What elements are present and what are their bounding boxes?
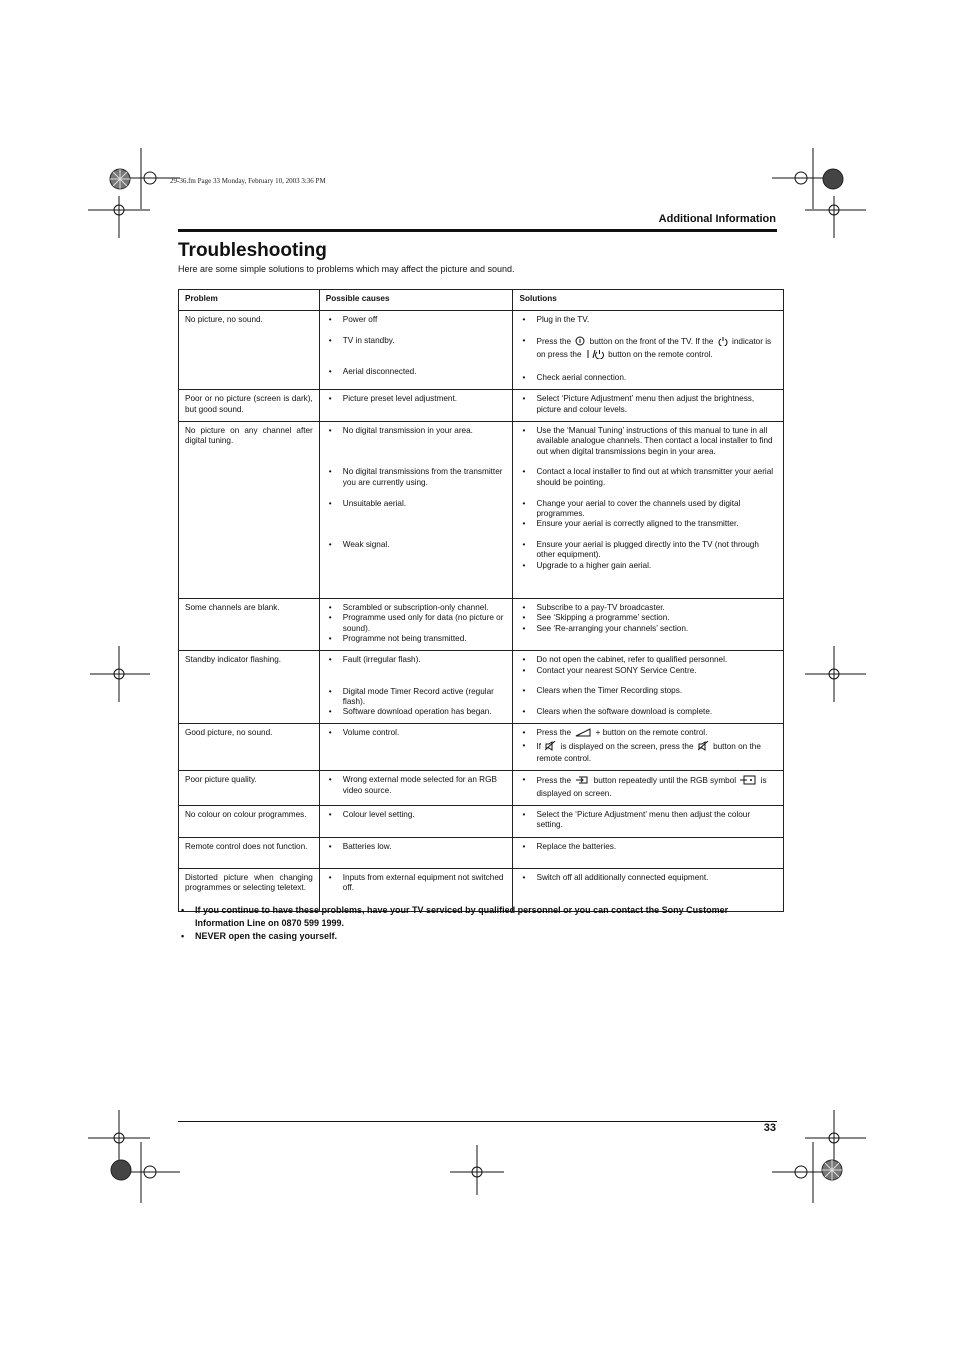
solutions-cell [513, 724, 784, 771]
solution-text: Press the [536, 728, 572, 738]
solutions-cell [513, 837, 784, 868]
solution-item: • Subscribe to a pay-TV broadcaster. [519, 603, 777, 613]
solution-item [519, 775, 777, 799]
cause-item: • Digital mode Timer Record active (regular flash). [326, 687, 507, 708]
troubleshooting-table [178, 289, 784, 912]
problem-cell: No colour on colour programmes. [179, 805, 320, 837]
cause-item: • Aerial disconnected. [326, 367, 507, 377]
solutions-cell [513, 599, 784, 651]
solutions-cell [513, 422, 784, 599]
page-title: Troubleshooting [178, 240, 327, 261]
problem-cell: No picture, no sound. [179, 311, 320, 390]
solution-text: indicator is on press the [536, 337, 772, 360]
causes-cell [319, 651, 513, 724]
cause-item: • Inputs from external equipment not switched off. [326, 873, 507, 894]
solution-item: • Contact your nearest SONY Service Centre. [519, 666, 777, 676]
cause-item: • Power off [326, 315, 507, 325]
cause-item: • Wrong external mode selected for an RGB video source. [326, 775, 507, 796]
solution-item [519, 728, 777, 740]
cause-item: • Fault (irregular flash). [326, 655, 507, 665]
column-header-problem: Problem [179, 290, 320, 311]
input-select-icon [575, 775, 589, 788]
problem-cell: Poor picture quality. [179, 771, 320, 806]
solution-item: • Contact a local installer to find out at which transmitter your aerial should be pointing. [519, 467, 777, 488]
table-row [179, 311, 784, 390]
table-row [179, 805, 784, 837]
causes-cell [319, 390, 513, 422]
solution-text: Press the [536, 776, 572, 786]
solutions-cell [513, 771, 784, 806]
solution-item: • Ensure your aerial is correctly aligned to the transmitter. [519, 519, 777, 529]
problem-cell: Poor or no picture (screen is dark), but good sound. [179, 390, 320, 422]
problem-cell: Distorted picture when changing programmes or selecting teletext. [179, 868, 320, 911]
solutions-cell [513, 651, 784, 724]
cause-item: • Volume control. [326, 728, 507, 738]
cause-item: • No digital transmissions from the transmitter you are currently using. [326, 467, 507, 488]
solution-text: is displayed on screen. [536, 776, 767, 798]
solution-item: • Select ‘Picture Adjustment’ menu then adjust the brightness, picture and colour levels. [519, 394, 777, 415]
table-row [179, 724, 784, 771]
solution-text: button on the remote control. [536, 741, 761, 764]
cause-item: • TV in standby. [326, 336, 507, 346]
cause-item: • Scrambled or subscription-only channel. [326, 603, 507, 613]
intro-text: Here are some simple solutions to problems which may affect the picture and sound. [178, 264, 515, 274]
registration-disc [110, 169, 130, 189]
solution-item: • Clears when the Timer Recording stops. [519, 686, 777, 696]
cause-item: • Unsuitable aerial. [326, 499, 507, 509]
problem-cell: Standby indicator flashing. [179, 651, 320, 724]
standby-indicator-icon [718, 336, 728, 349]
service-notes [178, 904, 778, 944]
page-number: 33 [763, 1122, 776, 1134]
power-button-icon [575, 336, 585, 349]
solution-item: • Do not open the cabinet, refer to qualified personnel. [519, 655, 777, 665]
solutions-cell [513, 311, 784, 390]
causes-cell [319, 599, 513, 651]
problem-cell: No picture on any channel after digital tuning. [179, 422, 320, 599]
registration-disc [822, 1160, 842, 1180]
problem-cell: Some channels are blank. [179, 599, 320, 651]
cause-item: • No digital transmission in your area. [326, 426, 507, 436]
cause-item: • Colour level setting. [326, 810, 507, 820]
header-rule [178, 229, 777, 232]
cause-item: • Picture preset level adjustment. [326, 394, 507, 404]
solution-text: If [536, 741, 542, 751]
solution-item: • Switch off all additionally connected equipment. [519, 873, 777, 883]
note-item: • NEVER open the casing yourself. [178, 930, 778, 943]
solution-text: button repeatedly until the RGB symbol [593, 776, 737, 786]
table-row [179, 422, 784, 599]
cause-item: • Programme not being transmitted. [326, 634, 507, 644]
rgb-symbol-icon [740, 775, 756, 788]
table-header-row [179, 290, 784, 311]
solution-item: • Ensure your aerial is plugged directly into the TV (not through other equipment). [519, 540, 777, 561]
file-header: 29-36.fm Page 33 Monday, February 10, 2003 3:36 PM [170, 177, 326, 185]
section-label: Additional Information [658, 213, 776, 225]
solution-item [519, 741, 777, 765]
solution-item: • Plug in the TV. [519, 315, 777, 325]
mute-icon [698, 741, 709, 754]
solution-item: • See ‘Skipping a programme’ section. [519, 613, 777, 623]
problem-cell: Remote control does not function. [179, 837, 320, 868]
solution-text: Press the [536, 337, 572, 347]
table-row [179, 390, 784, 422]
problem-cell: Good picture, no sound. [179, 724, 320, 771]
causes-cell [319, 771, 513, 806]
solution-item: • Check aerial connection. [519, 373, 777, 383]
causes-cell [319, 422, 513, 599]
solution-text: + button on the remote control. [595, 728, 708, 738]
mute-icon [545, 741, 556, 754]
registration-disc [111, 1160, 131, 1180]
volume-icon [575, 728, 591, 740]
column-header-solutions: Solutions [513, 290, 784, 311]
solution-item: • Upgrade to a higher gain aerial. [519, 561, 777, 571]
note-item: • If you continue to have these problems, have your TV serviced by qualified personnel or you can contact the Sony Customer Information Line on 0870 599 1999. [178, 904, 778, 929]
solution-item: • Replace the batteries. [519, 842, 777, 852]
cause-item: • Weak signal. [326, 540, 507, 550]
cause-item: • Programme used only for data (no picture or sound). [326, 613, 507, 634]
solution-text: is displayed on the screen, press the [560, 741, 694, 751]
solution-item: • Select the ‘Picture Adjustment’ menu then adjust the colour setting. [519, 810, 777, 831]
solution-item: • See ‘Re-arranging your channels’ section. [519, 624, 777, 634]
cause-item: • Batteries low. [326, 842, 507, 852]
registration-disc [823, 169, 843, 189]
solution-item [519, 336, 777, 363]
causes-cell [319, 805, 513, 837]
solution-item: • Use the ‘Manual Tuning’ instructions of this manual to tune in all available analogue channels. Then contact a local installer to find out when digital transmissions begin in your area. [519, 426, 777, 457]
cause-item: • Software download operation has began. [326, 707, 507, 717]
table-row [179, 837, 784, 868]
table-row [179, 599, 784, 651]
table-row [179, 771, 784, 806]
solution-item: • Clears when the software download is complete. [519, 707, 777, 717]
causes-cell [319, 311, 513, 390]
column-header-causes: Possible causes [319, 290, 513, 311]
table-row [179, 651, 784, 724]
solutions-cell [513, 805, 784, 837]
solution-item: • Change your aerial to cover the channels used by digital programmes. [519, 499, 777, 520]
on-standby-button-icon [586, 349, 604, 362]
footer-rule [178, 1121, 777, 1122]
solution-text: button on the remote control. [608, 350, 713, 360]
solutions-cell [513, 390, 784, 422]
causes-cell [319, 837, 513, 868]
solution-text: button on the front of the TV. If the [589, 337, 714, 347]
causes-cell [319, 724, 513, 771]
